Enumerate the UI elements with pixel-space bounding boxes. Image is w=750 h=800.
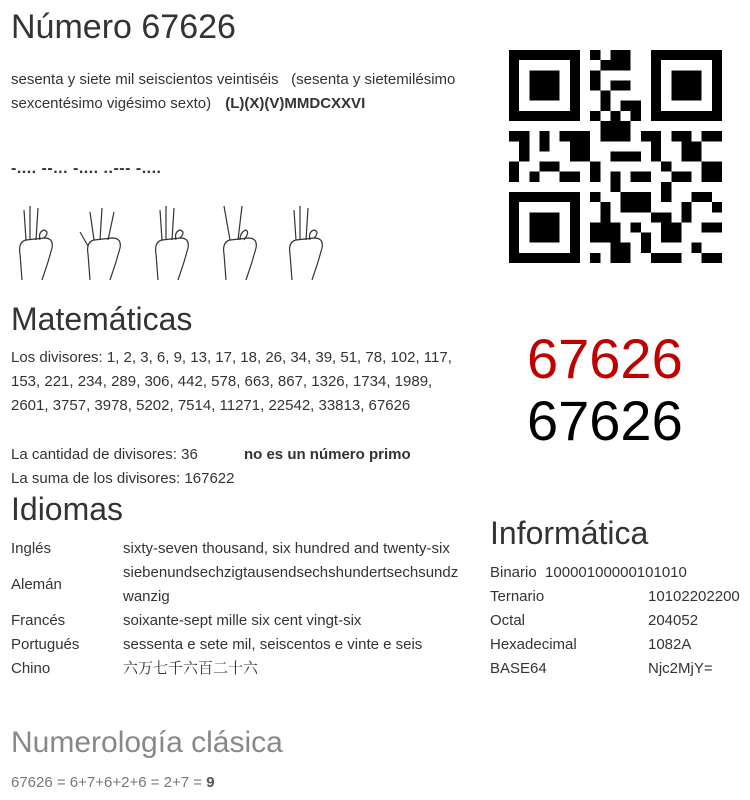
language-text: sixty-seven thousand, six hundred and twenty-six [123,540,450,557]
divisors-list: Los divisores: 1, 2, 3, 6, 9, 13, 17, 18, 26, 34, 39, 51, 78, 102, 117, 153, 221, 234, 289, 306, 442, 578, 663, 867, 1326, 1734, 1989, 2601, 3757, 3978, 5202, 7514, 11271, 22542, 33813, 67626 [11,349,452,414]
hand-icon-6 [156,206,189,280]
languages-heading: Idiomas [11,491,124,527]
table-row [490,657,740,681]
base-value: 10102202200 [648,588,740,605]
prime-status: no es un número primo [243,446,411,463]
page-title: Número 67626 [11,8,236,46]
numerology-formula [11,774,215,791]
language-text: soixante-sept mille six cent vingt-six [123,612,362,629]
qr-code [509,50,722,263]
base-label: Binario [490,564,537,581]
language-name: Inglés [11,540,52,557]
morse-code: -.... --... -.... ..--- -.... [11,160,162,177]
language-text: 六万七千六百二十六 [123,660,259,677]
table-row [11,537,468,561]
cardinal-text: sesenta y siete mil seiscientos veintiséis [11,71,279,88]
numerology-heading: Numerología clásica [11,726,283,759]
base-label: Hexadecimal [490,636,577,653]
language-name: Chino [11,660,51,677]
base-label: BASE64 [490,660,547,677]
base-value: 204052 [648,612,699,629]
table-row [11,633,468,657]
binary-row [490,561,740,585]
table-row [490,633,740,657]
divisor-count: La cantidad de divisores: 36 [11,446,198,463]
number-in-words [11,68,471,116]
hand-icon-6 [20,206,53,280]
number-display-red: 67626 [527,327,683,390]
divisor-count-line [11,446,411,463]
language-text: sessenta e sete mil, seiscentos e vinte e seis [123,636,423,653]
base-value: 1082A [648,636,692,653]
table-row [11,657,468,681]
language-name: Alemán [11,576,62,593]
language-name: Portugués [11,636,80,653]
roman-numeral: (L)(X)(V)MMDCXXVI [225,95,366,112]
base-label: Ternario [490,588,545,605]
numerology-sum: 67626 = 6+7+6+2+6 = 2+7 = [11,774,203,791]
languages-table [11,537,468,681]
language-name: Francés [11,612,66,629]
sign-language-hands [14,202,334,282]
table-row [490,609,740,633]
math-heading: Matemáticas [11,301,193,337]
ordinal-text: (sesenta y sietemilésimo sexcentésimo vigésimo sexto) [11,71,456,112]
divisor-sum: La suma de los divisores: 167622 [11,470,235,487]
informatics-heading: Informática [490,515,649,551]
hand-icon-2 [224,206,257,280]
table-row [490,585,740,609]
table-row [11,561,468,609]
base-label: Octal [490,612,526,629]
hand-icon-7 [80,208,120,280]
numerology-result: 9 [206,774,215,791]
table-row [11,609,468,633]
hand-icon-6 [290,206,323,280]
base-value: Njc2MjY= [648,660,713,677]
informatics-table [490,561,740,681]
base-value: 10000100000101010 [545,564,687,581]
number-display-black: 67626 [527,389,683,452]
language-text: siebenundsechzigtausendsechshundertsechsundzwanzig [123,564,459,605]
table-row [490,561,740,585]
